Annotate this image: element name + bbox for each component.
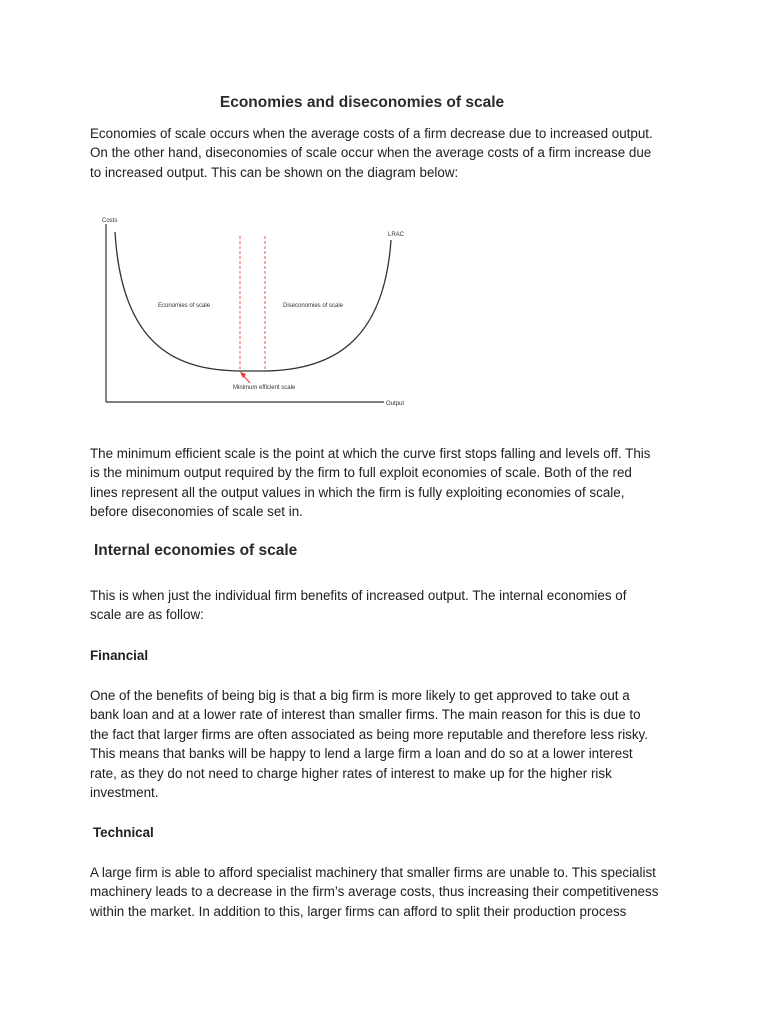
page-title: Economies and diseconomies of scale [219, 94, 505, 111]
text-line: before diseconomies of scale set in. [90, 504, 303, 520]
text-line: This means that banks will be happy to lend a large firm a loan and do so at a lower interest [90, 746, 633, 762]
subheading-financial: Financial [90, 648, 149, 663]
financial-paragraph [90, 686, 690, 802]
mes-paragraph [90, 444, 690, 522]
lrac-curve [115, 232, 391, 371]
text-line: On the other hand, diseconomies of scale occur when the average costs of a firm increase due [90, 145, 652, 161]
text-line: One of the benefits of being big is that a big firm is more likely to get approved to take out a [90, 688, 630, 703]
text-line: lines represent all the output values in which the firm is fully exploiting economies of scale, [90, 484, 625, 500]
text-line: bank loan and at a lower rate of interest than smaller firms. The main reason for this is due to [90, 707, 641, 723]
text-line: the fact that larger firms are often associated as being more reputable and therefore less risky. [90, 726, 648, 742]
text-line: is the minimum output required by the firm to full exploit economies of scale. Both of the red [90, 465, 632, 481]
economies-label: Economies of scale [158, 303, 211, 309]
text-line: investment. [90, 785, 159, 801]
technical-paragraph [90, 863, 690, 921]
text-line: This is when just the individual firm benefits of increased output. The internal economies of [90, 588, 627, 603]
diseconomies-label: Diseconomies of scale [283, 303, 344, 309]
text-line: machinery leads to a decrease in the firm’s average costs, thus increasing their competitiveness [90, 884, 659, 900]
subheading-technical: Technical [93, 825, 154, 840]
mes-label: Minimum efficient scale [233, 385, 296, 391]
curve-label: LRAC [388, 232, 404, 238]
text-line: A large firm is able to afford specialist machinery that smaller firms are unable to. This specialist [90, 865, 656, 880]
intro-paragraph [90, 124, 690, 182]
text-line: within the market. In addition to this, larger firms can afford to split their production process [90, 903, 627, 919]
y-axis-label: Costs [102, 218, 118, 224]
internal-paragraph [90, 586, 690, 625]
text-line: The minimum efficient scale is the point at which the curve first stops falling and levels off. This [90, 446, 651, 461]
text-line: to increased output. This can be shown on the diagram below: [90, 164, 459, 180]
section-heading-internal: Internal economies of scale [94, 542, 298, 559]
x-axis-label: Output [386, 401, 404, 407]
text-line: rate, as they do not need to charge higher rates of interest to make up for the higher risk [90, 765, 612, 781]
text-line: scale are as follow: [90, 607, 204, 623]
lrac-diagram [92, 212, 404, 412]
text-line: Economies of scale occurs when the average costs of a firm decrease due to increased output. [90, 126, 653, 141]
